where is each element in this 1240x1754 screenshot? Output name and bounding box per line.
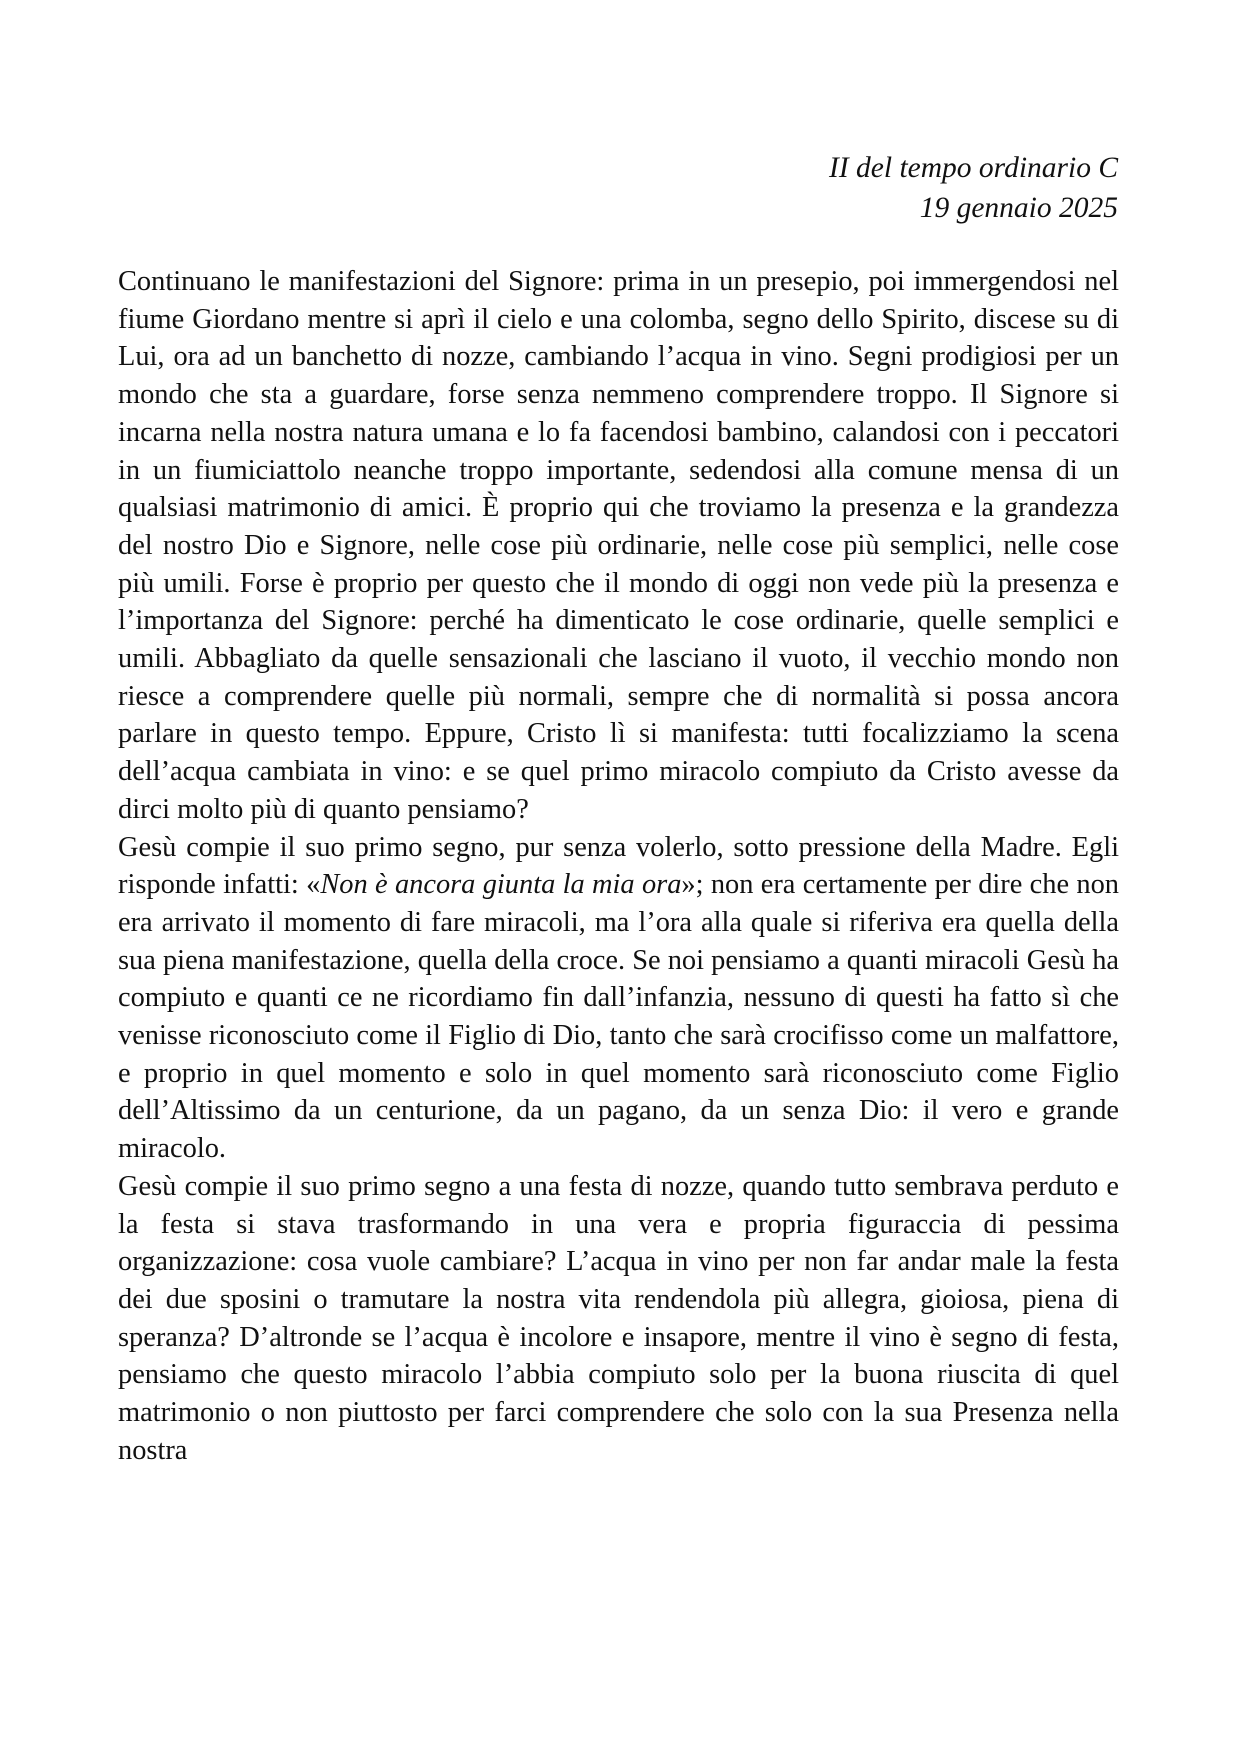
body-paragraph: [118, 263, 1119, 829]
body-paragraph: [118, 829, 1119, 1168]
paragraph-text: Gesù compie il suo primo segno a una festa di nozze, quando tutto sembrava perduto e la festa si stava trasformando in una vera e propria figuraccia di pessima organizzazione: cosa vuole cambiare? L’acqua in vino per non far andar male la festa dei due sposini o tramutare la nostra vita rendendola più allegra, gioiosa, piena di speranza? D’altronde se l’acqua è incolore e insapore, mentre il vino è segno di festa, pensiamo che questo miracolo l’abbia compiuto solo per la buona riuscita di quel matrimonio o non piuttosto per farci comprendere che solo con la sua Presenza nella nostra: [118, 1170, 1119, 1466]
document-date: 19 gennaio 2025: [919, 192, 1118, 224]
homily-body: [118, 263, 1119, 1470]
liturgical-title: II del tempo ordinario C: [829, 152, 1118, 184]
italic-quotation: Non è ancora giunta la mia ora: [320, 869, 682, 901]
paragraph-text: Gesù compie il suo primo segno, pur senza volerlo, sotto pressione della Madre. Egli risponde infatti: «: [118, 831, 1119, 901]
paragraph-text: Continuano le manifestazioni del Signore: prima in un presepio, poi immergendosi nel fiume Giordano mentre si aprì il cielo e una colomba, segno dello Spirito, discese su di Lui, ora ad un banchetto di nozze, cambiando l’acqua in vino. Segni prodigiosi per un mondo che sta a guardare, forse senza nemmeno comprendere troppo. Il Signore si incarna nella nostra natura umana e lo fa facendosi bambino, calandosi con i peccatori in un fiumiciattolo neanche troppo importante, sedendosi alla comune mensa di un qualsiasi matrimonio di amici. È proprio qui che troviamo la presenza e la grandezza del nostro Dio e Signore, nelle cose più ordinarie, nelle cose più semplici, nelle cose più umili. Forse è proprio per questo che il mondo di oggi non vede più la presenza e l’importanza del Signore: perché ha dimenticato le cose ordinarie, quelle semplici e umili. Abbagliato da quelle sensazionali che lasciano il vuoto, il vecchio mondo non riesce a comprendere quelle più normali, sempre che di normalità si possa ancora parlare in questo tempo. Eppure, Cristo lì si manifesta: tutti focalizziamo la scena dell’acqua cambiata in vino: e se quel primo miracolo compiuto da Cristo avesse da dirci molto più di quanto pensiamo?: [118, 266, 1119, 825]
document-heading: [829, 148, 1118, 228]
body-paragraph: [118, 1168, 1119, 1470]
paragraph-text: »; non era certamente per dire che non era arrivato il momento di fare miracoli, ma l’ora alla quale si riferiva era quella della sua piena manifestazione, quella della croce. Se noi pensiamo a quanti miracoli Gesù ha compiuto e quanti ce ne ricordiamo fin dall’infanzia, nessuno di questi ha fatto sì che venisse riconosciuto come il Figlio di Dio, tanto che sarà crocifisso come un malfattore, e proprio in quel momento e solo in quel momento sarà riconosciuto come Figlio dell’Altissimo da un centurione, da un pagano, da un senza Dio: il vero e grande miracolo.: [118, 869, 1119, 1165]
